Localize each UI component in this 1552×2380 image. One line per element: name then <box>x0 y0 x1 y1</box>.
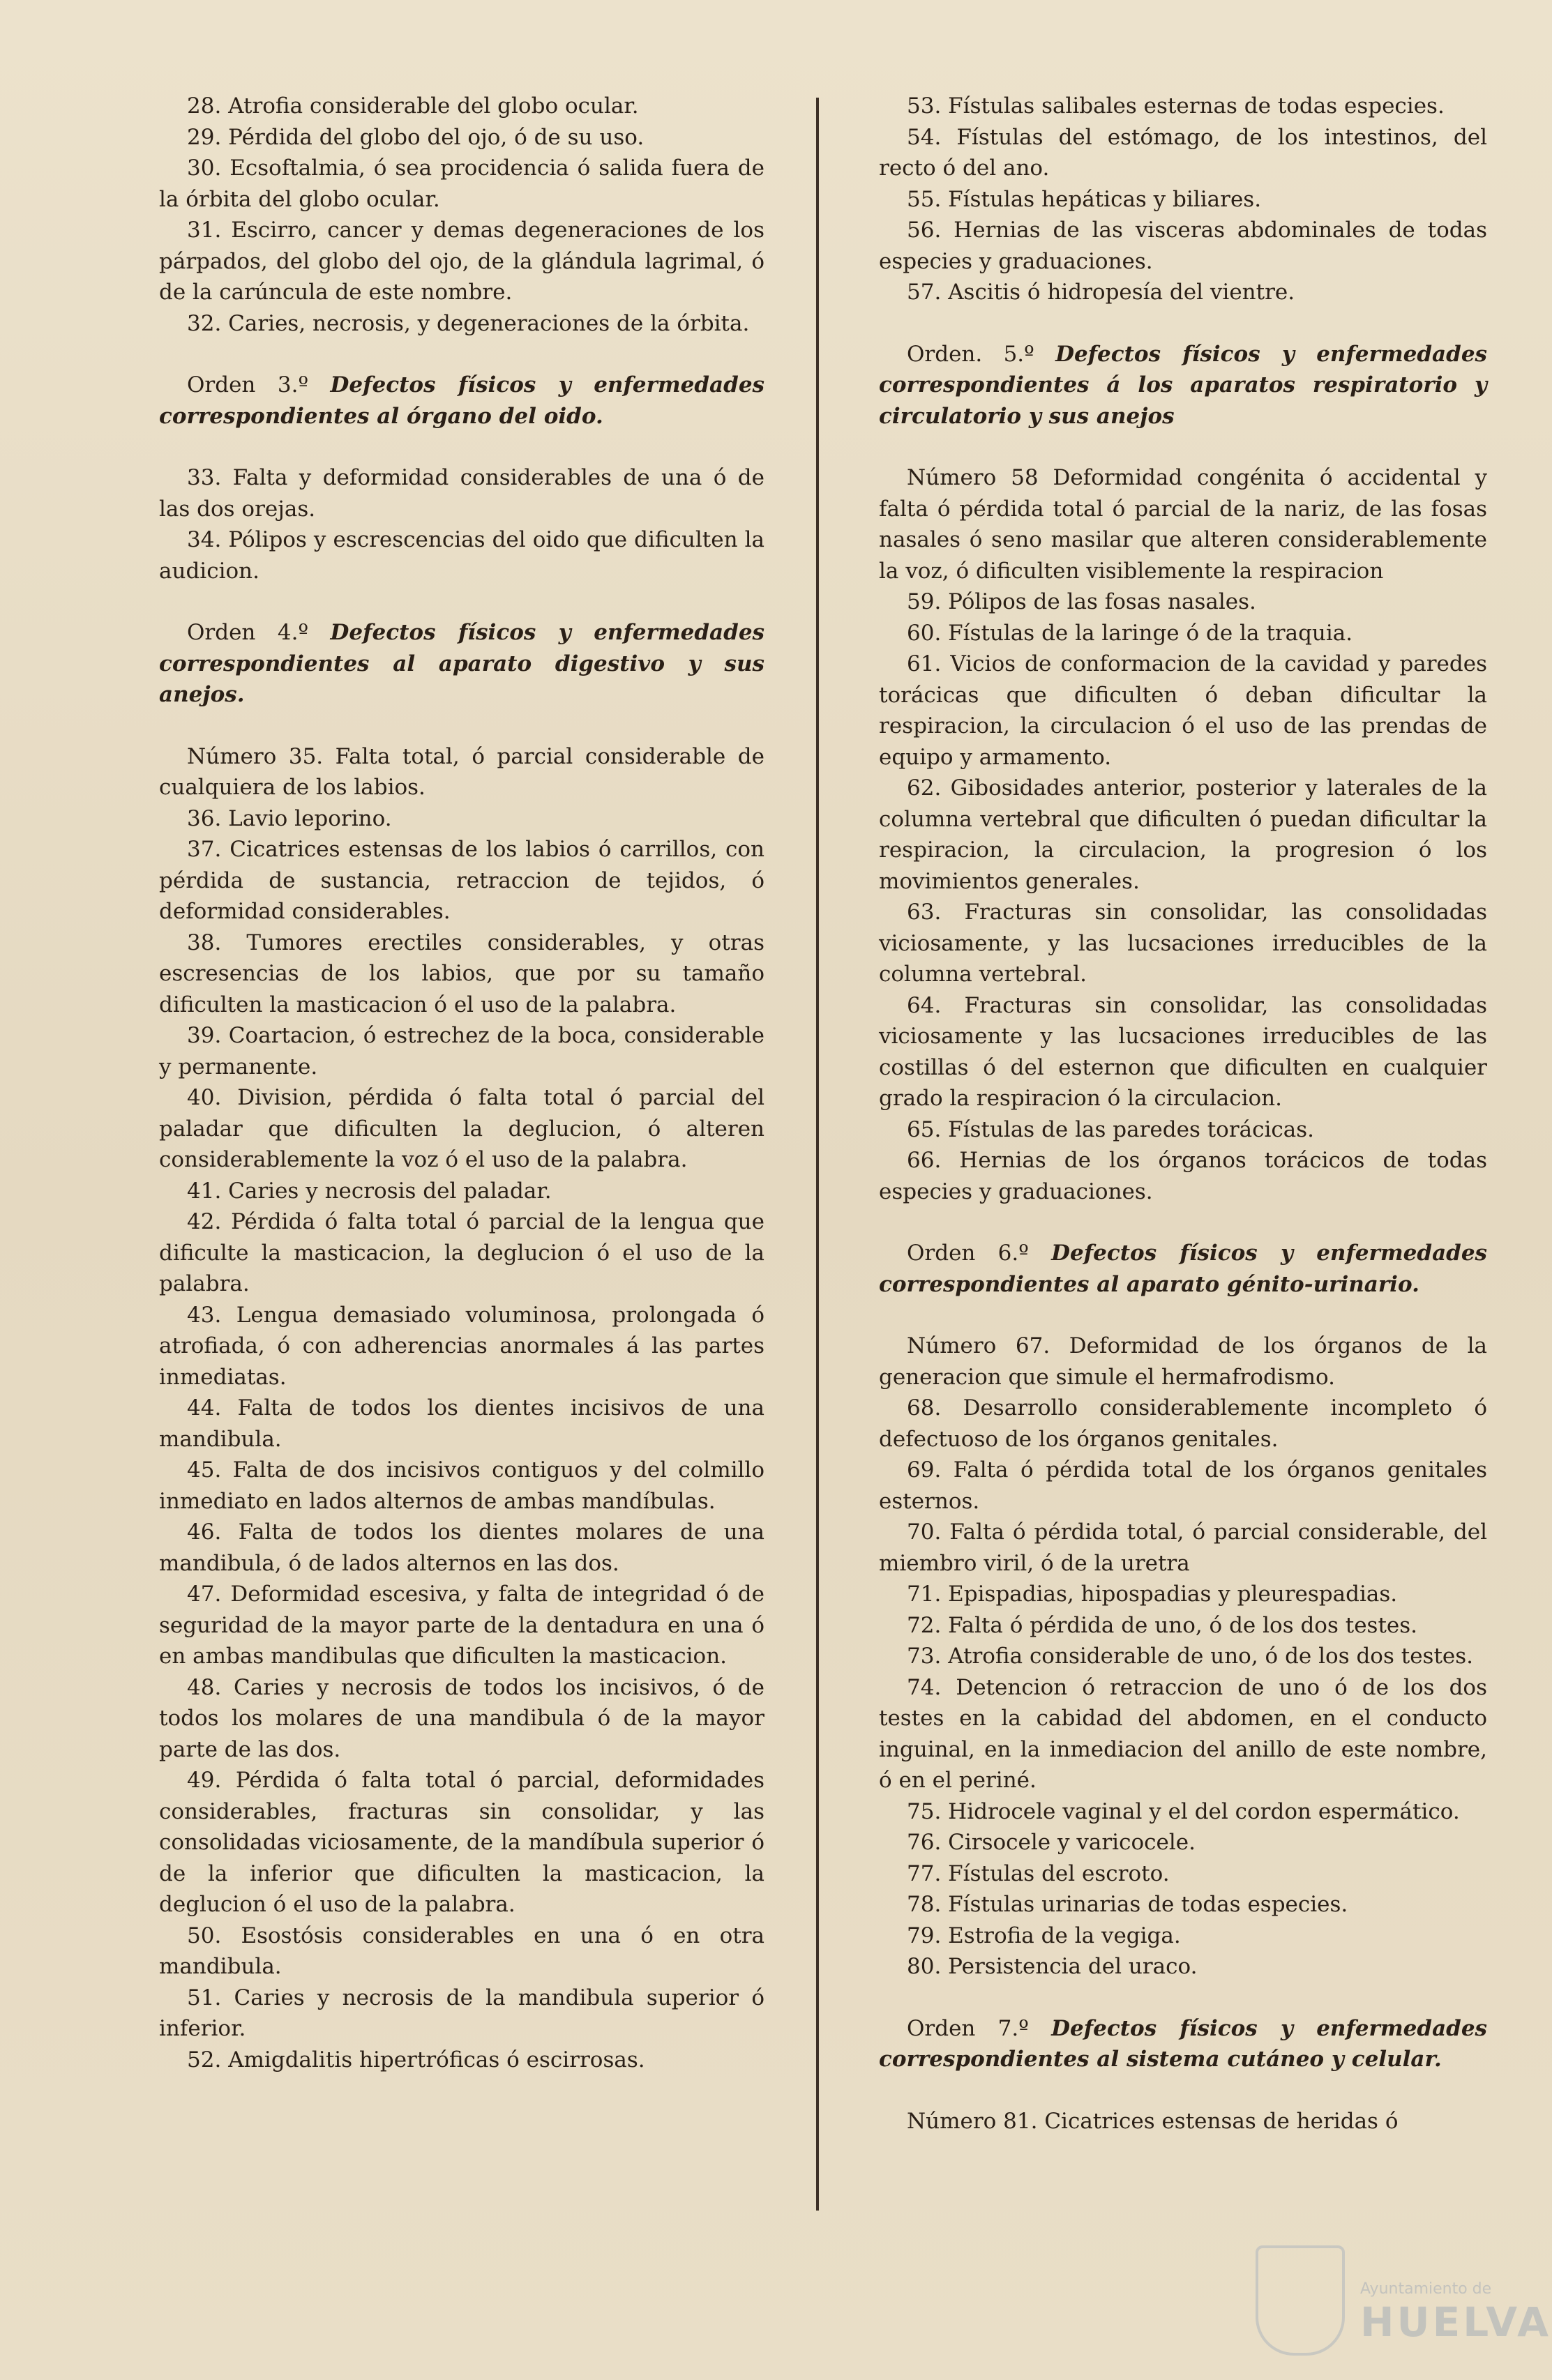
coat-of-arms-icon <box>1256 2245 1345 2356</box>
watermark-caption: Ayuntamiento de <box>1360 2280 1492 2298</box>
ayuntamiento-huelva-watermark <box>1256 2231 1552 2364</box>
column-divider <box>816 98 819 2211</box>
list-item: 44. Falta de todos los dientes incisivos de una mandibula. <box>159 1395 764 1452</box>
list-item: Número 67. Deformidad de los órganos de la generacion que simule el hermafrodismo. <box>879 1333 1487 1390</box>
list-item: 40. Division, pérdida ó falta total ó parcial del paladar que dificulten la deglucion, ó alteren considerablemente la voz ó el uso de la palabra. <box>159 1085 764 1172</box>
list-item: 78. Fístulas urinarias de todas especies. <box>907 1892 1348 1917</box>
list-item: 72. Falta ó pérdida de uno, ó de los dos testes. <box>907 1612 1418 1638</box>
left-column <box>159 91 764 2075</box>
list-item: 77. Fístulas del escroto. <box>907 1860 1170 1886</box>
list-item: 28. Atrofia considerable del globo ocular. <box>187 93 639 119</box>
list-item: 43. Lengua demasiado voluminosa, prolongada ó atrofiada, ó con adherencias anormales á las partes inmediatas. <box>159 1302 764 1390</box>
list-item: 38. Tumores erectiles considerables, y otras escresencias de los labios, que por su tamaño dificulten la masticacion ó el uso de la palabra. <box>159 930 764 1017</box>
section-heading-orden-4 <box>159 617 764 711</box>
list-item: 36. Lavio leporino. <box>187 805 392 831</box>
heading-title: Defectos físicos y enfermedades correspondientes al aparato génito-urinario. <box>879 1241 1488 1297</box>
section-heading-orden-7 <box>879 2013 1487 2075</box>
list-item: 63. Fracturas sin consolidar, las consolidadas viciosamente, y las lucsaciones irreducibles de la columna vertebral. <box>879 900 1487 987</box>
heading-prefix: Orden 6.º <box>907 1241 1029 1266</box>
heading-title: Defectos físicos y enfermedades correspondientes al sistema cutáneo y celular. <box>879 2015 1488 2072</box>
list-item: 60. Fístulas de la laringe ó de la traquia. <box>907 620 1353 646</box>
list-item: 71. Epispadias, hipospadias y pleurespadias. <box>907 1582 1398 1607</box>
list-item: 55. Fístulas hepáticas y biliares. <box>907 186 1262 212</box>
list-item: 64. Fracturas sin consolidar, las consolidadas viciosamente y las lucsaciones irreducibles de las costillas ó del esternon que dificulten en cualquier grado la respiracion ó la circulacion. <box>879 992 1487 1111</box>
heading-title: Defectos físicos y enfermedades correspondientes á los aparatos respiratorio y circulatorio y sus anejos <box>879 341 1487 429</box>
list-item: 46. Falta de todos los dientes molares de una mandibula, ó de lados alternos en las dos. <box>159 1519 764 1576</box>
list-item: 59. Pólipos de las fosas nasales. <box>907 589 1256 614</box>
list-item: 31. Escirro, cancer y demas degeneraciones de los párpados, del globo del ojo, de la glándula lagrimal, ó de la carúncula de este nombre. <box>159 218 764 305</box>
list-item: 76. Cirsocele y varicocele. <box>907 1830 1196 1855</box>
list-item: 74. Detencion ó retraccion de uno ó de los dos testes en la cabidad del abdomen, en el conducto inguinal, en la inmediacion del anillo de este nombre, ó en el periné. <box>879 1674 1487 1793</box>
heading-title: Defectos físicos y enfermedades correspondientes al aparato digestivo y sus anejos. <box>159 620 764 707</box>
list-item: 45. Falta de dos incisivos contiguos y del colmillo inmediato en lados alternos de ambas mandíbulas. <box>159 1457 764 1514</box>
heading-title: Defectos físicos y enfermedades correspondientes al órgano del oido. <box>159 372 764 429</box>
section-heading-orden-6 <box>879 1238 1487 1300</box>
list-item: 53. Fístulas salibales esternas de todas especies. <box>907 93 1445 119</box>
list-item: 54. Fístulas del estómago, de los intestinos, del recto ó del ano. <box>879 124 1487 181</box>
list-item: 41. Caries y necrosis del paladar. <box>187 1178 552 1204</box>
list-item: 29. Pérdida del globo del ojo, ó de su uso. <box>187 124 645 150</box>
heading-prefix: Orden 3.º <box>187 372 309 397</box>
list-item: 39. Coartacion, ó estrechez de la boca, considerable y permanente. <box>159 1023 764 1079</box>
list-item: Número 81. Cicatrices estensas de heridas ó <box>907 2108 1399 2134</box>
list-item: 47. Deformidad escesiva, y falta de integridad ó de seguridad de la mayor parte de la dentadura en una ó en ambas mandibulas que dificulten la masticacion. <box>159 1582 764 1669</box>
list-item: 73. Atrofia considerable de uno, ó de los dos testes. <box>907 1644 1474 1669</box>
list-item: 56. Hernias de las visceras abdominales de todas especies y graduaciones. <box>879 218 1487 274</box>
watermark-title: HUELVA <box>1360 2298 1552 2346</box>
list-item: 65. Fístulas de las paredes torácicas. <box>907 1116 1315 1142</box>
list-item: 79. Estrofia de la vegiga. <box>907 1923 1181 1948</box>
list-item: 61. Vicios de conformacion de la cavidad y paredes torácicas que dificulten ó deban dificultar la respiracion, la circulacion ó el uso de las prendas de equipo y armamento. <box>879 651 1487 770</box>
list-item: 48. Caries y necrosis de todos los incisivos, ó de todos los molares de una mandibula ó de la mayor parte de las dos. <box>159 1674 764 1762</box>
list-item: 66. Hernias de los órganos torácicos de todas especies y graduaciones. <box>879 1148 1487 1204</box>
list-item: 68. Desarrollo considerablemente incompleto ó defectuoso de los órganos genitales. <box>879 1395 1487 1452</box>
list-item: 42. Pérdida ó falta total ó parcial de la lengua que dificulte la masticacion, la deglucion ó el uso de la palabra. <box>159 1209 764 1296</box>
heading-prefix: Orden. 5.º <box>907 341 1034 367</box>
heading-prefix: Orden 7.º <box>907 2015 1029 2041</box>
list-item: 49. Pérdida ó falta total ó parcial, deformidades considerables, fracturas sin consolidar, y las consolidadas viciosamente, de la mandíbula superior ó de la inferior que dificulten la masticacion, la deglucion ó el uso de la palabra. <box>159 1768 764 1917</box>
list-item: 75. Hidrocele vaginal y el del cordon espermático. <box>907 1798 1460 1824</box>
list-item: 50. Esostósis considerables en una ó en otra mandibula. <box>159 1923 764 1979</box>
list-item: Número 58 Deformidad congénita ó accidental y falta ó pérdida total ó parcial de la nariz, de las fosas nasales ó seno masilar que alteren considerablemente la voz, ó dificulten visiblemente la respiracion <box>879 465 1487 584</box>
list-item: 51. Caries y necrosis de la mandibula superior ó inferior. <box>159 1985 764 2041</box>
list-item: Número 35. Falta total, ó parcial considerable de cualquiera de los labios. <box>159 743 764 800</box>
list-item: 33. Falta y deformidad considerables de una ó de las dos orejas. <box>159 465 764 522</box>
right-column <box>879 91 1487 2137</box>
list-item: 37. Cicatrices estensas de los labios ó carrillos, con pérdida de sustancia, retraccion de tejidos, ó deformidad considerables. <box>159 837 764 924</box>
list-item: 32. Caries, necrosis, y degeneraciones de la órbita. <box>187 310 750 336</box>
list-item: 62. Gibosidades anterior, posterior y laterales de la columna vertebral que dificulten ó puedan dificultar la respiracion, la circulacion, la progresion ó los movimientos generales. <box>879 775 1487 894</box>
section-heading-orden-5 <box>879 339 1487 432</box>
section-heading-orden-3 <box>159 370 764 432</box>
list-item: 52. Amigdalitis hipertróficas ó escirrosas. <box>187 2047 645 2072</box>
list-item: 69. Falta ó pérdida total de los órganos genitales esternos. <box>879 1457 1487 1514</box>
list-item: 30. Ecsoftalmia, ó sea procidencia ó salida fuera de la órbita del globo ocular. <box>159 156 764 212</box>
list-item: 80. Persistencia del uraco. <box>907 1954 1198 1979</box>
list-item: 57. Ascitis ó hidropesía del vientre. <box>907 280 1295 305</box>
heading-prefix: Orden 4.º <box>187 620 309 645</box>
list-item: 70. Falta ó pérdida total, ó parcial considerable, del miembro viril, ó de la uretra <box>879 1519 1487 1576</box>
list-item: 34. Pólipos y escrescencias del oido que dificulten la audicion. <box>159 527 764 584</box>
